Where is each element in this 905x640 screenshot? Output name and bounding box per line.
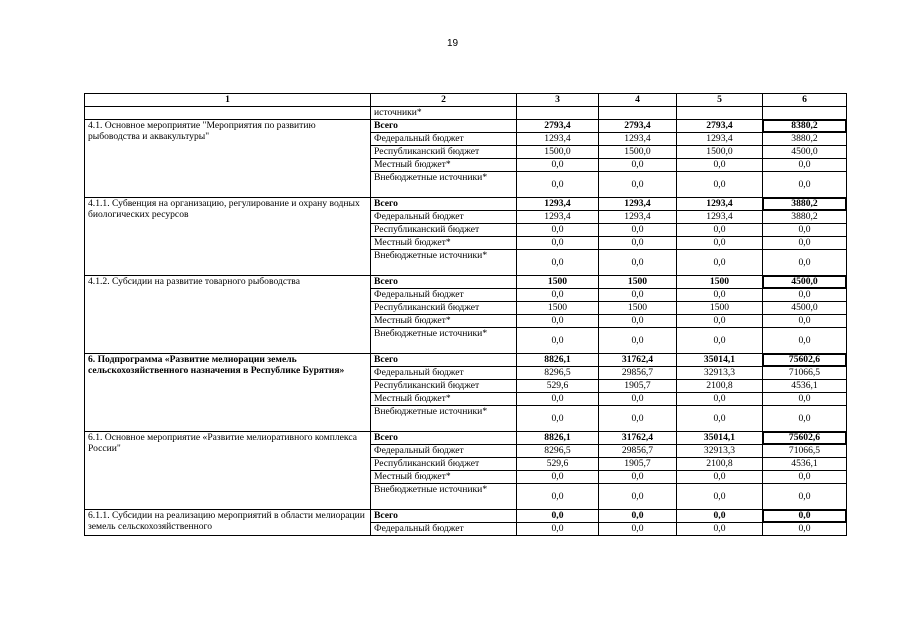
value-cell: 0,0 xyxy=(763,237,847,250)
value-cell: 1293,4 xyxy=(517,211,599,224)
source-cell: источники* xyxy=(371,107,517,120)
value-cell: 1500 xyxy=(599,276,677,289)
value-cell: 1293,4 xyxy=(599,198,677,211)
value-cell: 0,0 xyxy=(599,484,677,510)
value-cell: 0,0 xyxy=(517,250,599,276)
value-cell: 0,0 xyxy=(677,315,763,328)
funding-source-cell: Местный бюджет* xyxy=(371,237,517,250)
value-cell: 0,0 xyxy=(763,523,847,536)
table-row-total xyxy=(85,120,847,133)
value-cell: 0,0 xyxy=(677,523,763,536)
value-cell: 2793,4 xyxy=(677,120,763,133)
value-cell: 0,0 xyxy=(599,393,677,406)
value-cell: 0,0 xyxy=(763,315,847,328)
value-cell: 1500 xyxy=(677,276,763,289)
value-cell: 71066,5 xyxy=(763,367,847,380)
header-cell: 5 xyxy=(677,94,763,107)
value-cell: 8296,5 xyxy=(517,445,599,458)
value-cell: 0,0 xyxy=(677,250,763,276)
value-cell: 0,0 xyxy=(517,289,599,302)
value-cell: 0,0 xyxy=(763,289,847,302)
value-cell xyxy=(763,107,847,120)
value-cell: 529,6 xyxy=(517,458,599,471)
value-cell: 0,0 xyxy=(677,289,763,302)
value-cell: 0,0 xyxy=(677,224,763,237)
value-cell: 529,6 xyxy=(517,380,599,393)
value-cell: 0,0 xyxy=(677,471,763,484)
value-cell: 0,0 xyxy=(517,471,599,484)
value-cell: 1500,0 xyxy=(677,146,763,159)
value-cell: 1905,7 xyxy=(599,458,677,471)
value-cell: 1500 xyxy=(517,302,599,315)
value-cell: 0,0 xyxy=(763,328,847,354)
value-cell: 0,0 xyxy=(517,237,599,250)
funding-source-cell: Всего xyxy=(371,198,517,211)
funding-source-cell: Республиканский бюджет xyxy=(371,380,517,393)
value-cell: 1500,0 xyxy=(599,146,677,159)
funding-source-cell: Всего xyxy=(371,432,517,445)
value-cell: 3880,2 xyxy=(763,198,847,211)
funding-source-cell: Федеральный бюджет xyxy=(371,367,517,380)
value-cell: 0,0 xyxy=(763,510,847,523)
value-cell: 0,0 xyxy=(517,393,599,406)
value-cell: 3880,2 xyxy=(763,133,847,146)
value-cell: 32913,3 xyxy=(677,445,763,458)
value-cell: 0,0 xyxy=(599,250,677,276)
funding-source-cell: Всего xyxy=(371,276,517,289)
value-cell xyxy=(599,107,677,120)
activity-name-cell: 6. Подпрограмма «Развитие мелиорации земель сельскохозяйственного назначения в Республике Бурятия» xyxy=(85,354,371,432)
value-cell: 0,0 xyxy=(517,406,599,432)
table-row-total xyxy=(85,354,847,367)
value-cell: 0,0 xyxy=(677,393,763,406)
table-row-total xyxy=(85,510,847,523)
value-cell: 3880,2 xyxy=(763,211,847,224)
funding-source-cell: Всего xyxy=(371,120,517,133)
funding-source-cell: Внебюджетные источники* xyxy=(371,406,517,432)
funding-source-cell: Внебюджетные источники* xyxy=(371,172,517,198)
funding-source-cell: Внебюджетные источники* xyxy=(371,484,517,510)
value-cell: 0,0 xyxy=(599,471,677,484)
value-cell: 75602,6 xyxy=(763,432,847,445)
value-cell xyxy=(517,107,599,120)
value-cell: 0,0 xyxy=(599,224,677,237)
value-cell: 0,0 xyxy=(763,406,847,432)
value-cell: 1293,4 xyxy=(677,198,763,211)
value-cell: 1293,4 xyxy=(677,133,763,146)
value-cell: 29856,7 xyxy=(599,367,677,380)
activity-name-cell: 4.1.1. Субвенция на организацию, регулирование и охрану водных биологических ресурсов xyxy=(85,198,371,276)
value-cell: 1293,4 xyxy=(599,211,677,224)
value-cell: 35014,1 xyxy=(677,354,763,367)
value-cell: 2100,8 xyxy=(677,458,763,471)
value-cell: 1293,4 xyxy=(677,211,763,224)
funding-source-cell: Федеральный бюджет xyxy=(371,523,517,536)
funding-source-cell: Местный бюджет* xyxy=(371,159,517,172)
value-cell: 0,0 xyxy=(517,523,599,536)
funding-source-cell: Республиканский бюджет xyxy=(371,224,517,237)
value-cell: 0,0 xyxy=(599,172,677,198)
value-cell: 35014,1 xyxy=(677,432,763,445)
value-cell: 4536,1 xyxy=(763,380,847,393)
funding-source-cell: Федеральный бюджет xyxy=(371,211,517,224)
activity-name-cell: 6.1. Основное мероприятие «Развитие мелиоративного комплекса России" xyxy=(85,432,371,510)
value-cell: 0,0 xyxy=(517,315,599,328)
value-cell: 4500,0 xyxy=(763,302,847,315)
value-cell: 0,0 xyxy=(677,328,763,354)
value-cell: 0,0 xyxy=(677,406,763,432)
value-cell: 0,0 xyxy=(763,250,847,276)
value-cell: 0,0 xyxy=(763,224,847,237)
value-cell: 32913,3 xyxy=(677,367,763,380)
value-cell: 1293,4 xyxy=(517,198,599,211)
value-cell: 75602,6 xyxy=(763,354,847,367)
value-cell xyxy=(677,107,763,120)
value-cell: 0,0 xyxy=(517,484,599,510)
value-cell: 0,0 xyxy=(517,159,599,172)
value-cell: 8826,1 xyxy=(517,354,599,367)
value-cell: 1500 xyxy=(677,302,763,315)
header-cell: 6 xyxy=(763,94,847,107)
continuation-row xyxy=(85,107,847,120)
value-cell: 0,0 xyxy=(517,224,599,237)
header-cell: 3 xyxy=(517,94,599,107)
value-cell: 0,0 xyxy=(599,159,677,172)
value-cell: 8296,5 xyxy=(517,367,599,380)
value-cell: 0,0 xyxy=(517,510,599,523)
header-row xyxy=(85,94,847,107)
value-cell: 0,0 xyxy=(763,172,847,198)
value-cell: 0,0 xyxy=(517,328,599,354)
header-cell: 1 xyxy=(85,94,371,107)
value-cell: 0,0 xyxy=(677,484,763,510)
table-row-total xyxy=(85,198,847,211)
funding-source-cell: Местный бюджет* xyxy=(371,315,517,328)
activity-name-cell: 4.1. Основное мероприятие "Мероприятия по развитию рыбоводства и аквакультуры" xyxy=(85,120,371,198)
value-cell: 2793,4 xyxy=(517,120,599,133)
budget-table xyxy=(84,93,847,536)
funding-source-cell: Республиканский бюджет xyxy=(371,146,517,159)
value-cell: 0,0 xyxy=(599,510,677,523)
value-cell: 0,0 xyxy=(599,328,677,354)
value-cell: 0,0 xyxy=(599,289,677,302)
value-cell: 31762,4 xyxy=(599,432,677,445)
value-cell: 8380,2 xyxy=(763,120,847,133)
header-cell: 4 xyxy=(599,94,677,107)
budget-table-body xyxy=(85,94,847,536)
value-cell: 0,0 xyxy=(677,159,763,172)
activity-name-cell: 6.1.1. Субсидии на реализацию мероприятий в области мелиорации земель сельскохозяйственного xyxy=(85,510,371,536)
table-row-total xyxy=(85,276,847,289)
value-cell: 0,0 xyxy=(763,393,847,406)
header-cell: 2 xyxy=(371,94,517,107)
value-cell: 0,0 xyxy=(599,406,677,432)
value-cell: 4536,1 xyxy=(763,458,847,471)
value-cell: 71066,5 xyxy=(763,445,847,458)
activity-name-cell: 4.1.2. Субсидии на развитие товарного рыбоводства xyxy=(85,276,371,354)
value-cell: 0,0 xyxy=(677,172,763,198)
funding-source-cell: Внебюджетные источники* xyxy=(371,250,517,276)
value-cell: 0,0 xyxy=(763,159,847,172)
name-cell xyxy=(85,107,371,120)
value-cell: 2793,4 xyxy=(599,120,677,133)
funding-source-cell: Федеральный бюджет xyxy=(371,445,517,458)
value-cell: 1293,4 xyxy=(599,133,677,146)
funding-source-cell: Республиканский бюджет xyxy=(371,302,517,315)
table-row-total xyxy=(85,432,847,445)
value-cell: 0,0 xyxy=(599,315,677,328)
funding-source-cell: Местный бюджет* xyxy=(371,471,517,484)
value-cell: 1500,0 xyxy=(517,146,599,159)
value-cell: 8826,1 xyxy=(517,432,599,445)
value-cell: 1500 xyxy=(517,276,599,289)
value-cell: 0,0 xyxy=(599,523,677,536)
funding-source-cell: Федеральный бюджет xyxy=(371,289,517,302)
funding-source-cell: Всего xyxy=(371,354,517,367)
value-cell: 1293,4 xyxy=(517,133,599,146)
value-cell: 0,0 xyxy=(677,237,763,250)
value-cell: 1905,7 xyxy=(599,380,677,393)
value-cell: 31762,4 xyxy=(599,354,677,367)
value-cell: 0,0 xyxy=(763,484,847,510)
value-cell: 0,0 xyxy=(599,237,677,250)
value-cell: 0,0 xyxy=(677,510,763,523)
page-number: 19 xyxy=(446,38,459,49)
funding-source-cell: Всего xyxy=(371,510,517,523)
funding-source-cell: Республиканский бюджет xyxy=(371,458,517,471)
value-cell: 29856,7 xyxy=(599,445,677,458)
funding-source-cell: Внебюджетные источники* xyxy=(371,328,517,354)
value-cell: 0,0 xyxy=(763,471,847,484)
value-cell: 0,0 xyxy=(517,172,599,198)
value-cell: 2100,8 xyxy=(677,380,763,393)
funding-source-cell: Федеральный бюджет xyxy=(371,133,517,146)
value-cell: 1500 xyxy=(599,302,677,315)
funding-source-cell: Местный бюджет* xyxy=(371,393,517,406)
value-cell: 4500,0 xyxy=(763,146,847,159)
value-cell: 4500,0 xyxy=(763,276,847,289)
